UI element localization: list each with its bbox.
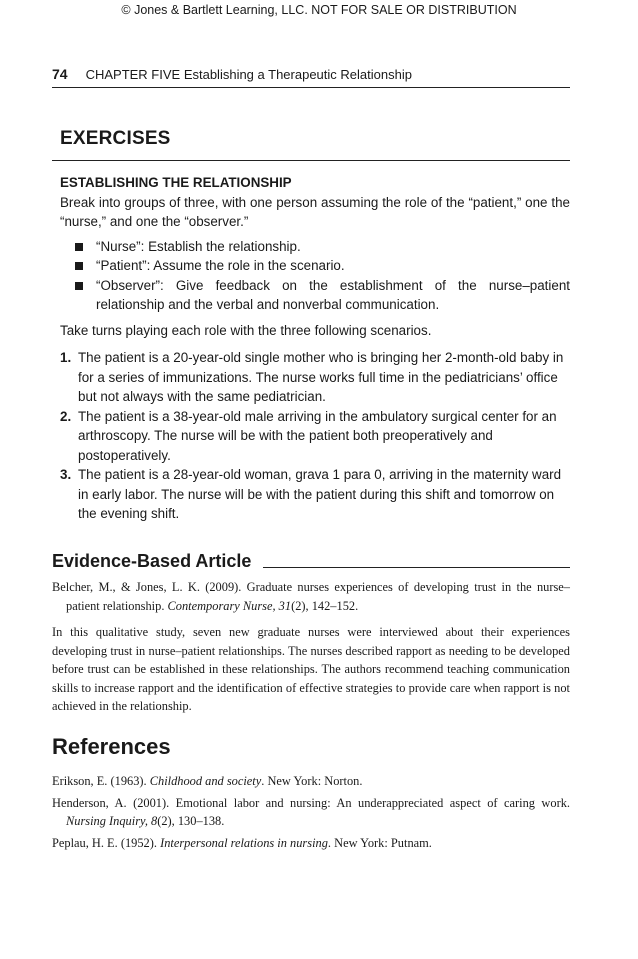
exercises-section (60, 173, 570, 524)
reference-text: (2), 130–138. (157, 814, 225, 828)
evidence-summary: In this qualitative study, seven new graduate nurses were interviewed about their experiences developing trust in nurse–patient relationships. The nurses described rapport as needing to be developed before trust can be established in these relationships. The authors recommend teaching communication skills to increase rapport and the identification of effective strategies to provide care when rapport is not achieved in the relationship. (52, 625, 570, 713)
reference-title: Childhood and society (149, 774, 262, 788)
scenario-text: The patient is a 20-year-old single mother who is bringing her 2-month-old baby in for a series of immunizations. The nurse works full time in the pediatricians’ office but not always with the same pediatrician. (78, 350, 564, 404)
role-list (60, 237, 570, 315)
reference-text: . New York: Norton. (261, 774, 363, 788)
role-item (60, 256, 570, 276)
exercises-rule (52, 160, 570, 161)
evidence-heading: Evidence-Based Article (52, 551, 263, 572)
reference-item (52, 834, 570, 853)
role-item-text: “Patient”: Assume the role in the scenario. (96, 258, 345, 273)
evidence-citation (52, 578, 570, 615)
exercise-intro: Break into groups of three, with one person assuming the role of the “patient,” one the “nurse,” and one the “observer.” (60, 194, 570, 229)
scenario-list (60, 348, 570, 524)
role-item-text: “Nurse”: Establish the relationship. (96, 238, 301, 254)
scenario-text: The patient is a 28-year-old woman, grava 1 para 0, arriving in the maternity ward in early labor. The nurse will be with the patient during this shift and tomorrow on the evening shift. (78, 467, 562, 521)
scenario-number: 1. (60, 350, 72, 365)
role-item (60, 276, 570, 315)
reference-text: Henderson, A. (2001). Emotional labor and nursing: An underappreciated aspect of caring work. (52, 795, 570, 810)
evidence-heading-row (52, 551, 570, 577)
exercises-heading: EXERCISES (60, 128, 171, 149)
references-heading: References (52, 734, 171, 759)
scenario-item (60, 465, 570, 524)
turns-note: Take turns playing each role with the three following scenarios. (60, 322, 432, 338)
reference-title: Nursing Inquiry, 8 (66, 814, 158, 828)
running-head (52, 66, 570, 82)
bullet-square-icon (75, 262, 83, 270)
scenario-number: 2. (60, 408, 72, 424)
scenario-item (60, 348, 570, 407)
reference-text: Erikson, E. (1963). (52, 774, 150, 788)
evidence-rule (250, 567, 570, 568)
role-item (60, 237, 570, 257)
copyright-notice: © Jones & Bartlett Learning, LLC. NOT FOR SALE OR DISTRIBUTION (121, 3, 517, 17)
reference-title: Interpersonal relations in nursing (160, 835, 328, 850)
citation-journal: Contemporary Nurse, 31 (167, 598, 292, 613)
page-number: 74 (52, 66, 68, 82)
evidence-section (52, 578, 570, 716)
references-list (52, 772, 570, 855)
reference-text: Peplau, H. E. (1952). (52, 835, 161, 850)
bullet-square-icon (75, 282, 83, 290)
scenario-number: 3. (60, 467, 72, 482)
scenario-item (60, 407, 570, 466)
reference-item (52, 772, 570, 791)
role-item-text: “Observer”: Give feedback on the establishment of the nurse–patient relationship and the verbal and nonverbal communication. (96, 277, 570, 312)
exercise-subheading: ESTABLISHING THE RELATIONSHIP (60, 175, 292, 190)
header-rule (52, 87, 570, 88)
scenario-text: The patient is a 38-year-old male arriving in the ambulatory surgical center for an arthroscopy. The nurse will be with the patient both preoperatively and postoperatively. (78, 408, 557, 463)
citation-authors: Belcher, M., & Jones, L. K. (2009). Graduate nurses experiences of developing trust in the nurse–patient relationship. (52, 580, 570, 613)
bullet-square-icon (75, 243, 83, 251)
reference-text: . New York: Putnam. (327, 835, 432, 850)
reference-item (52, 794, 570, 831)
citation-details: (2), 142–152. (291, 598, 359, 613)
chapter-title: CHAPTER FIVE Establishing a Therapeutic Relationship (85, 67, 412, 82)
